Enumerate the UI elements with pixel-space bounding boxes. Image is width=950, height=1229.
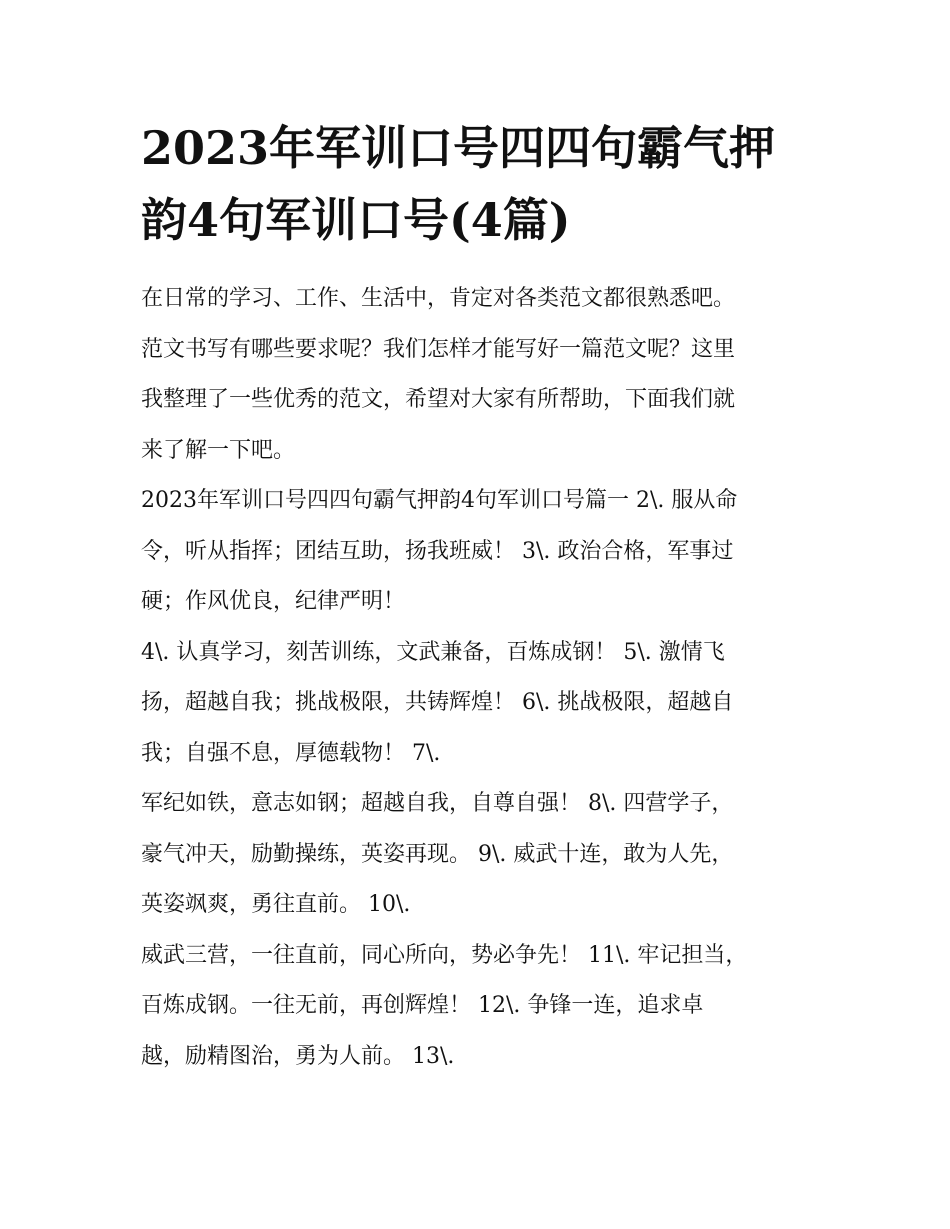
intro-paragraph: 在日常的学习、工作、生活中，肯定对各类范文都很熟悉吧。 范文书写有哪些要求呢？我们怎样才能写好一篇范文呢？这里 我整理了一些优秀的范文，希望对大家有所帮助，下面我们就 来了解一下吧。 xyxy=(141,286,736,463)
body-paragraph-4: 威武三营，一往直前，同心所向，势必争先！ 11\. 牢记担当， 百炼成钢。一往无前，再创辉煌！ 12\. 争锋一连，追求卓 越，励精图治，勇为人前。 13\. xyxy=(141,942,748,1069)
title-line-1: 2023年军训口号四四句霸气押 xyxy=(141,121,776,175)
document-page xyxy=(141,112,813,1082)
title-line-2: 韵4句军训口号(4篇) xyxy=(141,193,571,247)
document-title xyxy=(141,112,813,256)
body-paragraph-3: 军纪如铁，意志如钢；超越自我，自尊自强！ 8\. 四营学子， 豪气冲天，励勤操练，英姿再现。 9\. 威武十连，敢为人先， 英姿飒爽，勇往直前。 10\. xyxy=(141,791,734,917)
body-paragraph-2: 4\. 认真学习，刻苦训练，文武兼备，百炼成钢！ 5\. 激情飞 扬，超越自我；挑战极限，共铸辉煌！ 6\. 挑战极限，超越自 我；自强不息，厚德载物！ 7\. xyxy=(141,639,734,766)
body-paragraph-1: 2023年军训口号四四句霸气押韵4句军训口号篇一 2\. 服从命 令，听从指挥；团结互助，扬我班威！ 3\. 政治合格，军事过 硬；作风优良，纪律严明！ xyxy=(141,488,738,614)
